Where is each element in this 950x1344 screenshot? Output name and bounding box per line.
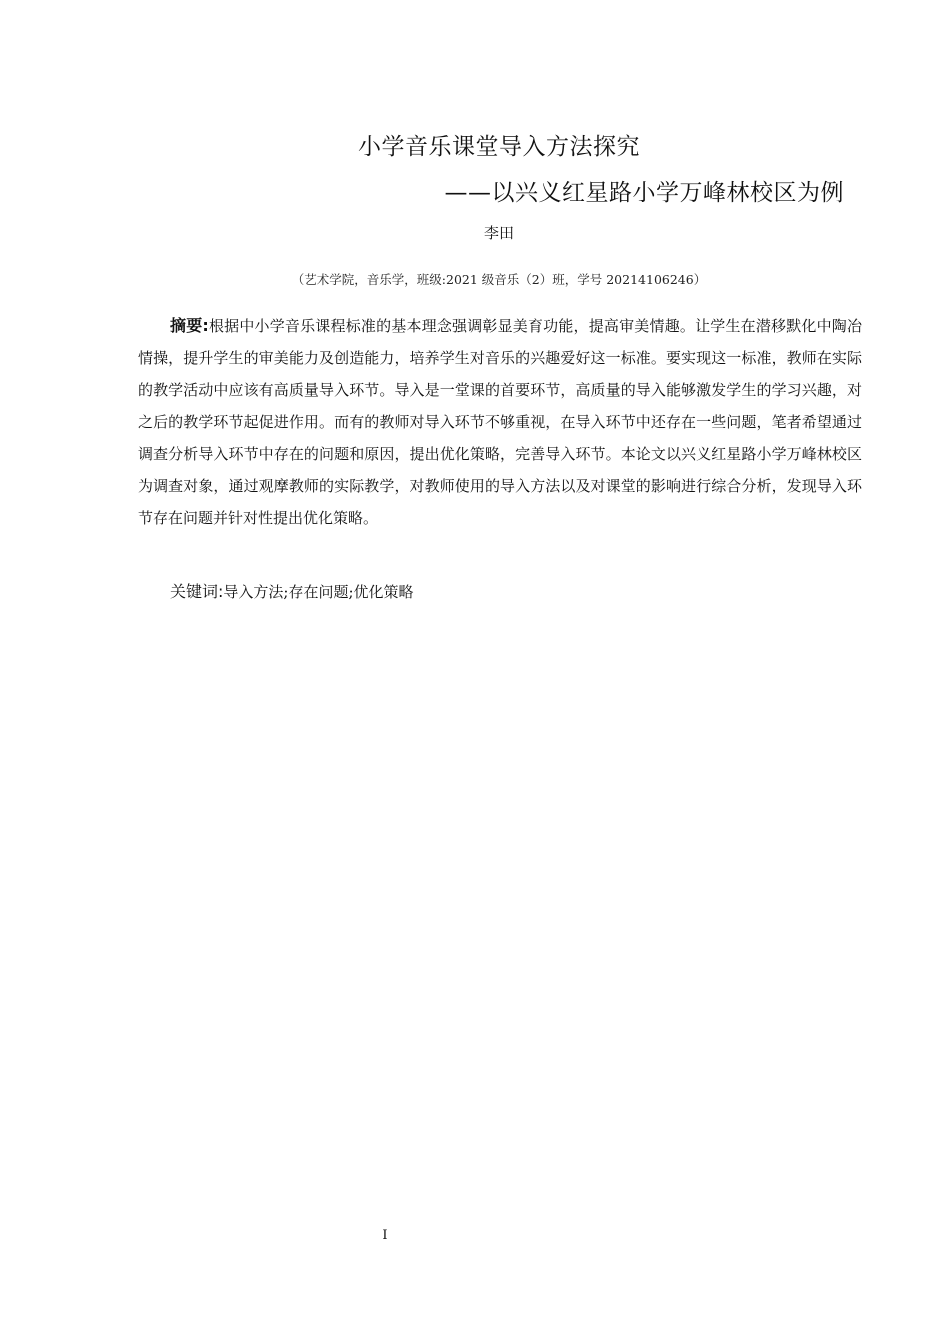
keywords-line <box>170 579 414 602</box>
keywords-label: 关键词: <box>170 582 224 601</box>
author-name: 李田 <box>483 224 514 242</box>
author-affiliation: （艺术学院，音乐学，班级:2021 级音乐（2）班，学号 20214106246） <box>291 272 707 287</box>
paper-title: 小学音乐课堂导入方法探究 <box>358 134 640 160</box>
abstract-label: 摘要: <box>170 316 209 335</box>
abstract-text: 根据中小学音乐课程标准的基本理念强调彰显美育功能，提高审美情趣。让学生在潜移默化中陶冶情操，提升学生的审美能力及创造能力，培养学生对音乐的兴趣爱好这一标准。要实现这一标准，教师在实际的教学活动中应该有高质量导入环节。导入是一堂课的首要环节，高质量的导入能够激发学生的学习兴趣，对之后的教学环节起促进作用。而有的教师对导入环节不够重视，在导入环节中还存在一些问题，笔者希望通过调查分析导入环节中存在的问题和原因，提出优化策略，完善导入环节。本论文以兴义红星路小学万峰林校区为调查对象，通过观摩教师的实际教学，对教师使用的导入方法以及对课堂的影响进行综合分析，发现导入环节存在问题并针对性提出优化策略。 <box>138 317 862 527</box>
abstract-paragraph <box>138 310 862 534</box>
page-number: I <box>382 1228 388 1243</box>
paper-subtitle: ——以兴义红星路小学万峰林校区为例 <box>444 180 844 206</box>
keywords-text: 导入方法;存在问题;优化策略 <box>223 583 414 601</box>
